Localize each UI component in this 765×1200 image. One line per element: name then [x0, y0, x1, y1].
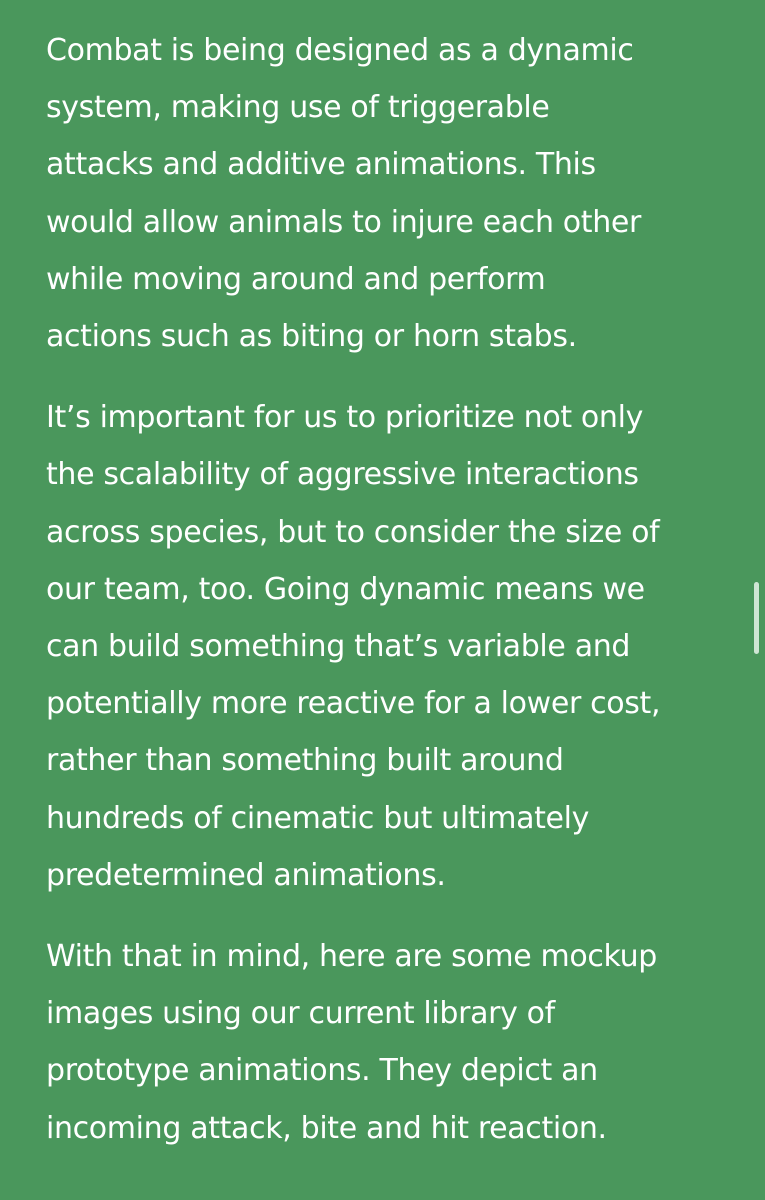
paragraph-mockup-images	[46, 928, 736, 1157]
text-line: rather than something built around	[46, 743, 564, 779]
text-line: hundreds of cinematic but ultimately	[46, 800, 590, 836]
text-line: would allow animals to injure each other	[46, 204, 641, 240]
text-line: can build something that’s variable and	[46, 629, 631, 665]
text-line: Combat is being designed as a dynamic	[46, 33, 634, 68]
text-line: It’s important for us to prioritize not only	[46, 400, 643, 436]
scrollbar-thumb[interactable]	[754, 582, 759, 654]
article-body	[46, 22, 736, 1157]
paragraph-scalability	[46, 389, 736, 904]
text-line: the scalability of aggressive interactions	[46, 457, 639, 493]
paragraph-combat-design	[46, 22, 736, 365]
text-line: incoming attack, bite and hit reaction.	[46, 1110, 607, 1146]
text-line: potentially more reactive for a lower cost,	[46, 686, 661, 722]
text-line: actions such as biting or horn stabs.	[46, 319, 577, 355]
text-line: our team, too. Going dynamic means we	[46, 571, 645, 607]
text-line: while moving around and perform	[46, 261, 546, 297]
text-line: With that in mind, here are some mockup	[46, 939, 658, 975]
text-line: images using our current library of	[46, 996, 555, 1032]
text-line: across species, but to consider the size of	[46, 514, 660, 550]
text-line: attacks and additive animations. This	[46, 147, 596, 183]
text-line: system, making use of triggerable	[46, 90, 550, 126]
text-line: predetermined animations.	[46, 857, 446, 893]
text-line: prototype animations. They depict an	[46, 1053, 598, 1089]
